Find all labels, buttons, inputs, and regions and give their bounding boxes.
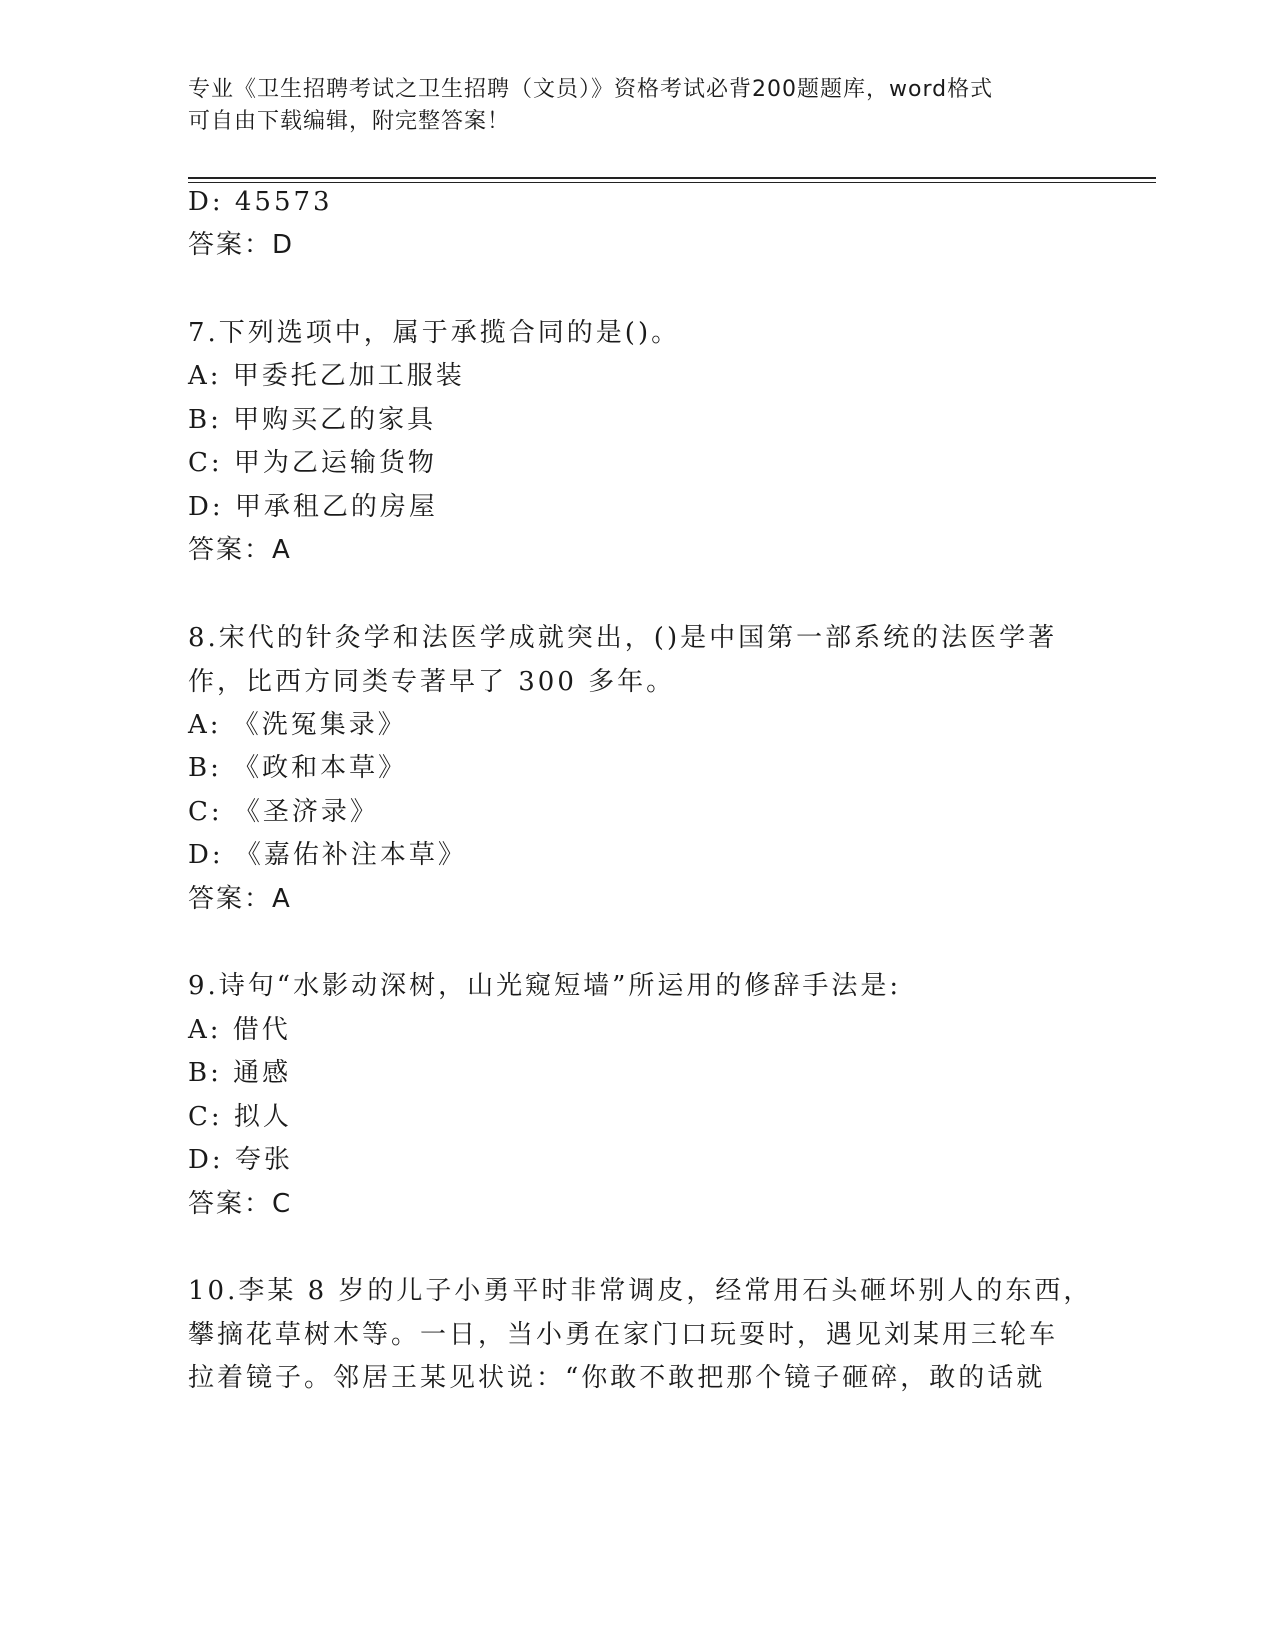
q8-option-b: B: 《政和本草》 (188, 753, 408, 783)
page-header (188, 74, 1068, 138)
q10-question-line-1: 10.李某 8 岁的儿子小勇平时非常调皮，经常用石头砸坏别人的东西， (188, 1276, 1093, 1306)
prev-option-d: D: 45573 (188, 187, 333, 217)
q7-answer: 答案：A (188, 535, 292, 565)
q9-option-c: C: 拟人 (188, 1102, 292, 1132)
q7-option-b: B: 甲购买乙的家具 (188, 405, 437, 435)
q9-option-a: A: 借代 (188, 1015, 291, 1045)
q7-option-a: A: 甲委托乙加工服装 (188, 361, 465, 391)
q10-question-line-3: 拉着镜子。邻居王某见状说：“你敢不敢把那个镜子砸碎，敢的话就 (188, 1363, 1046, 1393)
q9-option-b: B: 通感 (188, 1058, 292, 1088)
prev-answer: 答案：D (188, 230, 295, 260)
header-divider-thin (188, 182, 1156, 183)
q8-answer: 答案：A (188, 884, 292, 914)
q8-option-d: D: 《嘉佑补注本草》 (188, 840, 467, 870)
header-divider-thick (188, 177, 1156, 179)
q7-question: 7.下列选项中，属于承揽合同的是()。 (188, 318, 681, 348)
q10-question-line-2: 攀摘花草树木等。一日，当小勇在家门口玩耍时，遇见刘某用三轮车 (188, 1320, 1059, 1350)
q9-option-d: D: 夸张 (188, 1145, 293, 1175)
q9-answer: 答案：C (188, 1189, 293, 1219)
q8-option-c: C: 《圣济录》 (188, 797, 379, 827)
header-line-2: 可自由下载编辑，附完整答案！ (188, 109, 511, 134)
q8-question-line-2: 作，比西方同类专著早了 300 多年。 (188, 667, 676, 697)
q8-question-line-1: 8.宋代的针灸学和法医学成就突出，()是中国第一部系统的法医学著 (188, 623, 1058, 653)
q7-option-d: D: 甲承租乙的房屋 (188, 492, 438, 522)
q7-option-c: C: 甲为乙运输货物 (188, 448, 437, 478)
header-line-1: 专业《卫生招聘考试之卫生招聘（文员）》资格考试必背200题题库，word格式 (188, 77, 994, 102)
q8-option-a: A: 《洗冤集录》 (188, 710, 407, 740)
q9-question: 9.诗句“水影动深树，山光窥短墙”所运用的修辞手法是: (188, 971, 902, 1001)
